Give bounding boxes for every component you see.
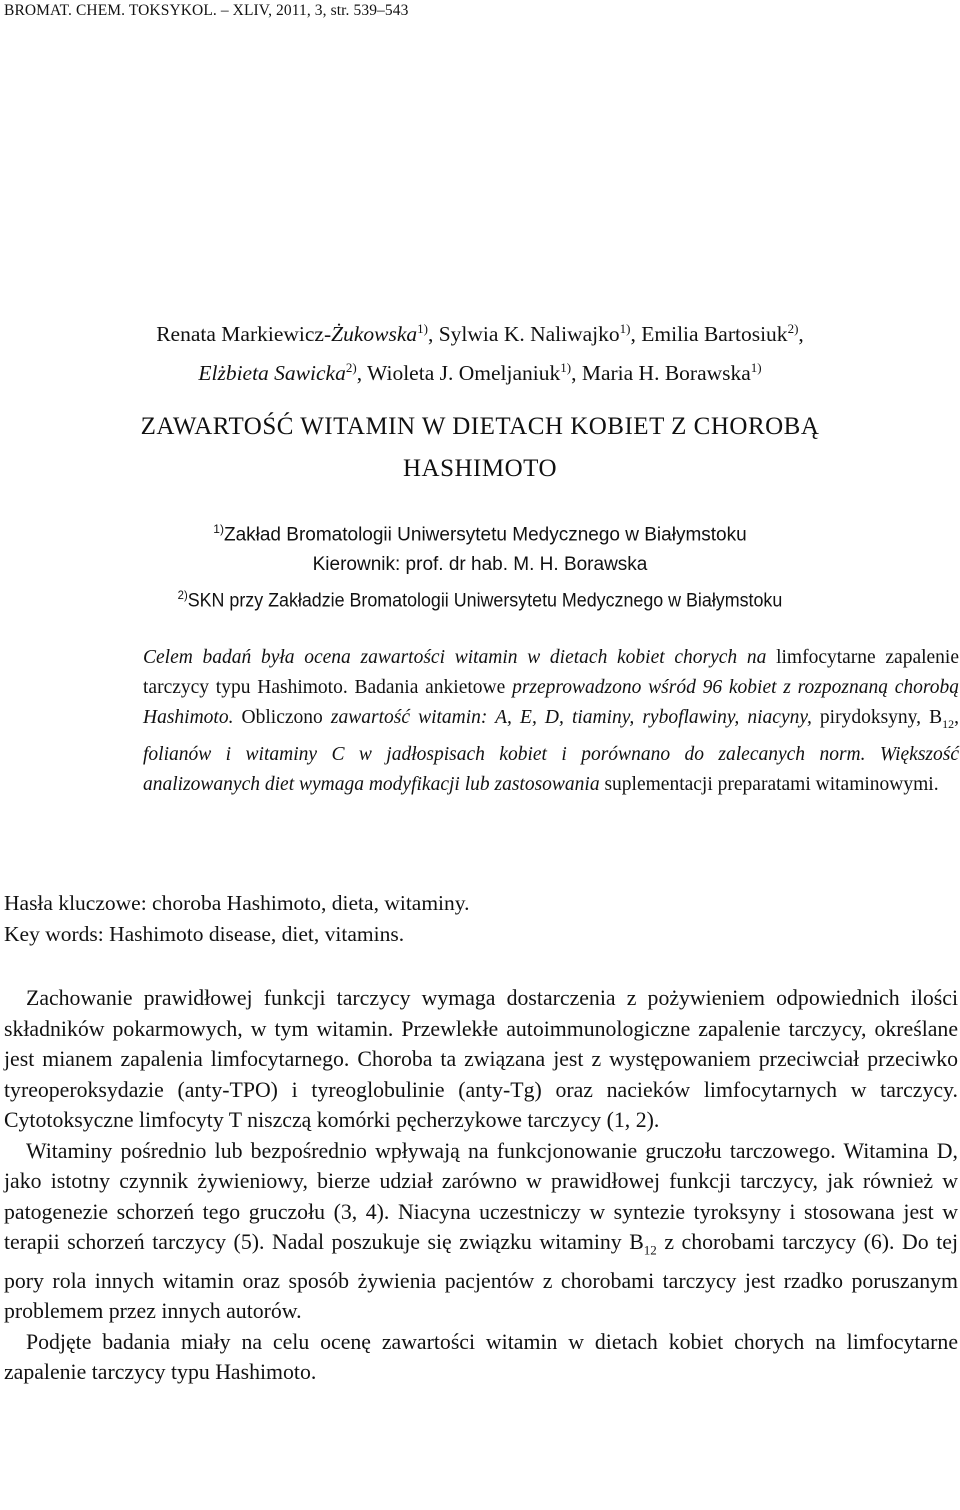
author-name-italic: Żukowska xyxy=(331,322,418,347)
author-name: , Maria H. Borawska xyxy=(571,361,751,386)
affiliation-text: Zakład Bromatologii Uniwersytetu Medycznego w Białymstoku xyxy=(223,524,747,546)
keywords xyxy=(4,888,470,950)
affiliation-marker: 1) xyxy=(750,360,762,376)
affiliation-2 xyxy=(29,580,931,616)
body-subscript: 12 xyxy=(643,1242,657,1258)
abstract-text: limfocytarne zapalenie tarczycy typu Hashimoto. Badania ankietowe xyxy=(143,647,960,699)
affiliation-marker: 2) xyxy=(787,321,799,336)
paper-title xyxy=(0,406,960,490)
affiliation-marker: 1) xyxy=(560,360,572,376)
abstract-text: suplementacji preparatami witaminowymi. xyxy=(599,773,939,795)
keywords-polish: Hasła kluczowe: choroba Hashimoto, dieta, witaminy. xyxy=(4,891,470,915)
author-line-2 xyxy=(0,351,960,390)
author-list xyxy=(0,312,960,390)
abstract-text-italic: zawartość witamin: A, E, D, tiaminy, ryboflawiny, niacyny, xyxy=(330,707,812,729)
affiliation-text: SKN przy Zakładzie Bromatologii Uniwersytetu Medycznego w Białymstoku xyxy=(187,590,783,612)
affiliation-1-name xyxy=(0,514,960,550)
abstract-text-italic: przeprowadzono wśród 96 kobiet z rozpoznaną chorobą Hashimoto. xyxy=(143,677,959,729)
abstract-text-italic: folianów i witaminy C w jadłospisach kobiet i porównano do zalecanych norm. Większość analizowanych diet wymaga modyfikacji lub zastosowania xyxy=(143,743,959,795)
affiliation-marker: 2) xyxy=(177,588,188,602)
body-text-span: z chorobami tarczycy (6). Do tej pory rola innych witamin oraz sposób żywienia pacjentów z chorobami tarczycy jest rzadko poruszanym problemem przez innych autorów. xyxy=(4,1230,958,1324)
author-name: , Wioleta J. Omeljaniuk xyxy=(356,361,561,386)
body-paragraph-3: Podjęte badania miały na celu ocenę zawartości witamin w dietach kobiet chorych na limfocytarne zapalenie tarczycy typu Hashimoto. xyxy=(4,1329,958,1385)
abstract-text: Obliczono xyxy=(233,707,331,729)
body-text xyxy=(4,983,958,1388)
author-name-italic: Elżbieta Sawicka xyxy=(198,361,346,386)
author-name: , Sylwia K. Naliwajko xyxy=(427,322,620,347)
journal-citation: BROMAT. CHEM. TOKSYKOL. – XLIV, 2011, 3, str. 539–543 xyxy=(4,2,409,19)
author-name: , Emilia Bartosiuk xyxy=(630,322,788,347)
affiliation-marker: 1) xyxy=(417,321,428,336)
abstract-text-italic: Celem badań była ocena zawartości witamin w dietach kobiet chorych na xyxy=(143,647,767,668)
affiliation-marker: 1) xyxy=(213,522,224,536)
affiliation-marker: 2) xyxy=(345,360,357,376)
body-paragraph-2 xyxy=(4,1136,958,1327)
affiliation-1-head: Kierownik: prof. dr hab. M. H. Borawska xyxy=(312,554,648,576)
body-paragraph-1: Zachowanie prawidłowej funkcji tarczycy wymaga dostarczenia z pożywieniem odpowiednich ilości składników pokarmowych, w tym witamin. Przewlekłe autoimmunologiczne zapalenie tarczycy, określane jest mianem zapalenia limfocytarnego. Choroba ta związana jest z występowaniem przeciwciał przeciwko tyreoperoksydazie (anty-TPO) i tyreoglobulinie (anty-Tg) oraz nacieków limfocytarnych w tarczycy. Cytotoksyczne limfocyty T niszczą komórki pęcherzykowe tarczycy (1, 2). xyxy=(4,986,958,1132)
title-line-1: ZAWARTOŚĆ WITAMIN W DIETACH KOBIET Z CHOROBĄ xyxy=(140,413,820,440)
author-separator: , xyxy=(798,322,804,347)
keywords-english: Key words: Hashimoto disease, diet, vitamins. xyxy=(4,922,405,946)
abstract-text: pirydoksyny, B xyxy=(811,707,943,729)
affiliation-1 xyxy=(0,514,960,580)
author-line-1 xyxy=(0,312,960,351)
author-name: Renata Markiewicz- xyxy=(156,322,332,347)
title-line-2: HASHIMOTO xyxy=(402,455,558,482)
body-text-span: Witaminy pośrednio lub bezpośrednio wpływają na funkcjonowanie gruczołu tarczowego. Witamina D, jako istotny czynnik żywieniowy, bierze udział zarówno w prawidłowej funkcji tarczycy, jak również w patogenezie schorzeń tego gruczołu (3, 4). Niacyna uczestniczy w syntezie tyroksyny i stosowana jest w terapii schorzeń tarczycy (5). Nadal poszukuje się związku witaminy B xyxy=(4,1138,958,1254)
abstract xyxy=(143,643,959,800)
affiliation-marker: 1) xyxy=(619,321,631,336)
journal-header xyxy=(4,2,408,20)
abstract-subscript: 12 xyxy=(942,717,955,732)
abstract-text: , xyxy=(954,707,960,729)
